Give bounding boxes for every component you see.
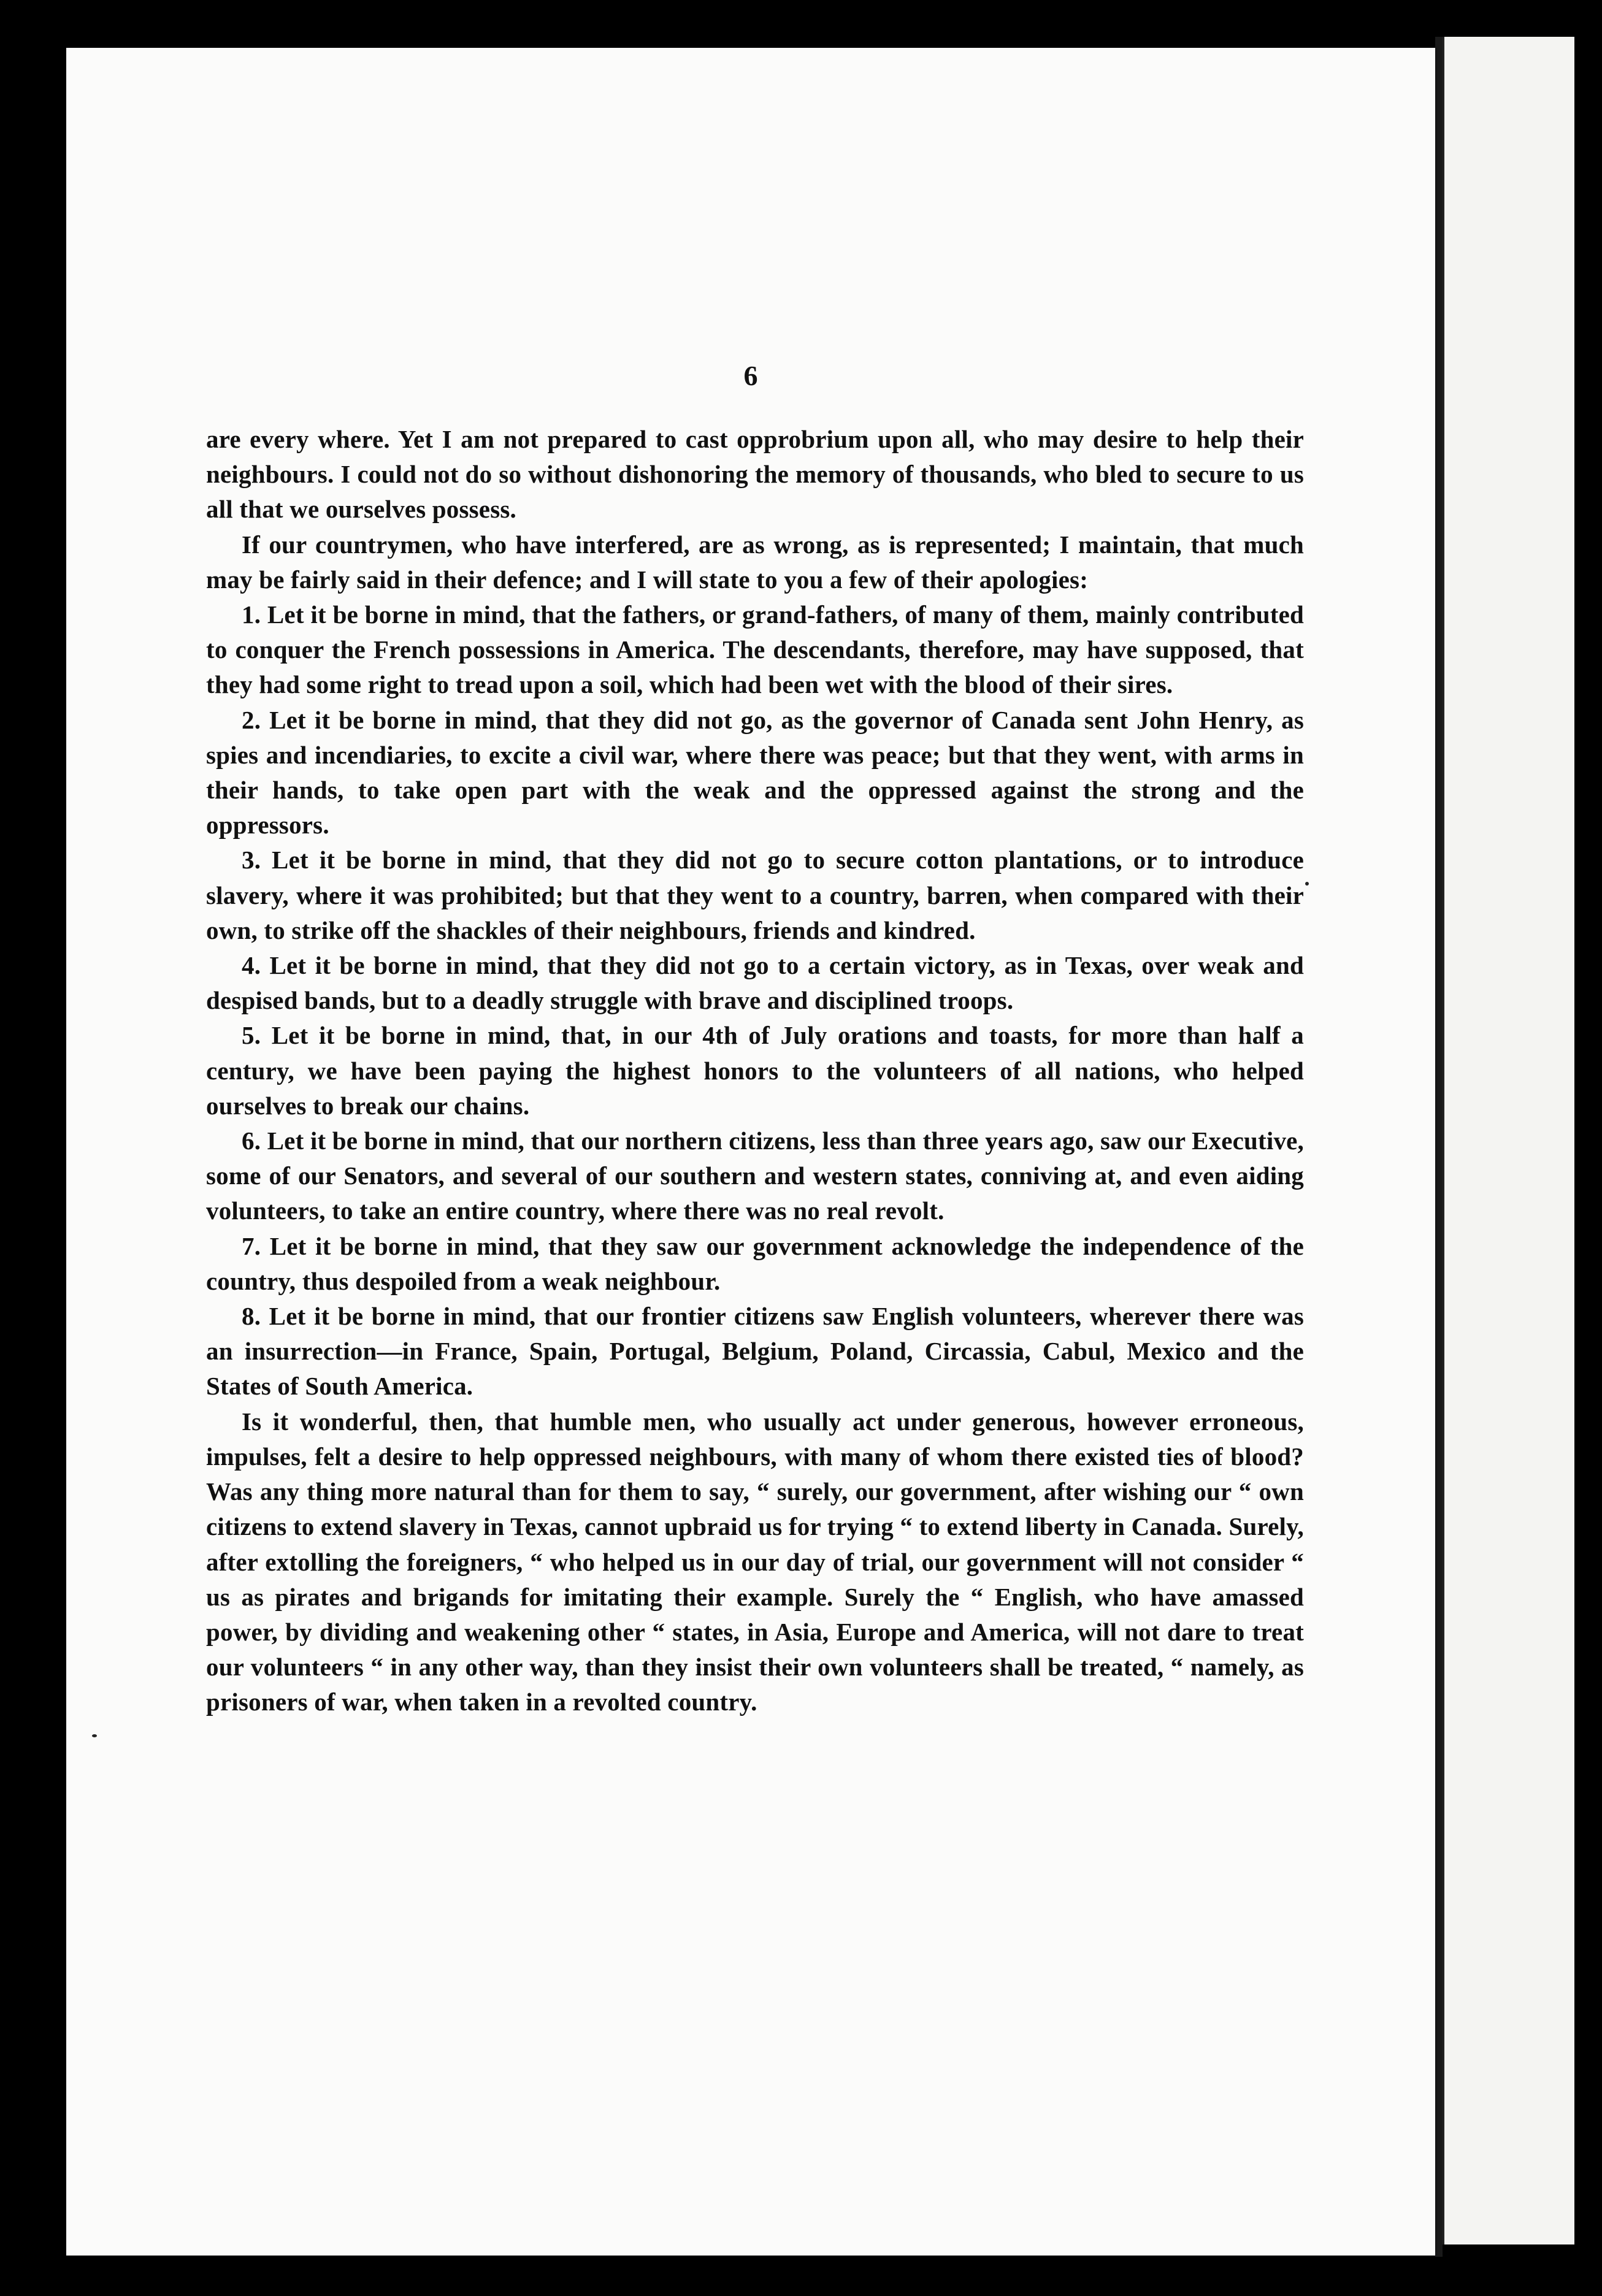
apology-item-3 [206, 843, 1304, 948]
apology-item-6 [206, 1123, 1304, 1229]
apology-item-1 [206, 597, 1304, 703]
apology-number: 8. [242, 1302, 261, 1331]
apology-text: Let it be borne in mind, that they saw our government acknowledge the independence of the country, thus despoiled from a weak neighbour. [206, 1231, 1304, 1295]
apology-number: 5. [242, 1021, 261, 1050]
body-text [206, 422, 1304, 1720]
apology-text: Let it be borne in mind, that, in our 4th of July orations and toasts, for more than half a century, we have been paying the highest honors to the volunteers of all nations, who helped ourselves to break our chains. [206, 1021, 1305, 1120]
paragraph-intro: If our countrymen, who have interfered, are as wrong, as is represented; I maintain, that much may be fairly said in their defence; and I will state to you a few of their apologies: [206, 530, 1304, 594]
apology-number: 2. [242, 705, 261, 734]
apology-text: Let it be borne in mind, that they did not go, as the governor of Canada sent John Henry, as spies and incendiaries, to excite a civil war, where there was peace; but that they went, with arms in their hands, to take open part with the weak and the oppressed against the strong and the oppressors. [206, 705, 1304, 840]
apology-number: 4. [242, 951, 261, 980]
apology-item-7 [206, 1229, 1304, 1299]
apology-number: 7. [242, 1231, 261, 1260]
facing-page-edge [1443, 37, 1574, 2244]
apology-item-2 [206, 703, 1304, 843]
apology-item-8 [206, 1299, 1304, 1404]
page-number: 6 [743, 360, 758, 391]
scan-speck [1305, 882, 1309, 886]
apology-item-4 [206, 948, 1304, 1018]
book-gutter [1435, 37, 1443, 2257]
paragraph-closing: Is it wonderful, then, that humble men, who usually act under generous, however erroneous, impulses, felt a desire to help oppressed neighbours, with many of whom there existed ties of blood? Was any thing more natural than for them to say, “ surely, our government, after wishing our “ own citizens to extend slavery in Texas, cannot upbraid us for trying “ to extend liberty in Canada. Surely, after extolling the foreigners, “ who helped us in our day of trial, our government will not consider “ us as pirates and brigands for imitating their example. Surely the “ English, who have amassed power, by dividing and weakening other “ states, in Asia, Europe and America, will not dare to treat our volunteers “ in any other way, than they insist their own volunteers shall be treated, “ namely, as prisoners of war, when taken in a revolted country. [206, 1407, 1304, 1716]
apology-text: Let it be borne in mind, that they did not go to a certain victory, as in Texas, over weak and despised bands, but to a deadly struggle with brave and disciplined troops. [206, 951, 1304, 1015]
document-page [66, 48, 1435, 2256]
apology-item-5 [206, 1018, 1304, 1123]
apology-text: Let it be borne in mind, that our frontier citizens saw English volunteers, wherever there was an insurrection—in France, Spain, Portugal, Belgium, Poland, Circassia, Cabul, Mexico and the States of South America. [206, 1302, 1304, 1401]
scan-speck [92, 1734, 97, 1737]
apology-number: 3. [242, 846, 261, 874]
apology-text: Let it be borne in mind, that the fathers, or grand-fathers, of many of them, mainly contributed to conquer the French possessions in America. The descendants, therefore, may have supposed, that they had some right to tread upon a soil, which had been wet with the blood of their sires. [206, 600, 1305, 699]
paragraph-continuation: are every where. Yet I am not prepared to cast opprobrium upon all, who may desire to help their neighbours. I could not do so without dishonoring the memory of thousands, who bled to secure to us all that we ourselves possess. [206, 425, 1304, 524]
apology-number: 1. [242, 600, 261, 629]
apology-text: Let it be borne in mind, that they did not go to secure cotton plantations, or to introduce slavery, where it was prohibited; but that they went to a country, barren, when compared with their own, to strike off the shackles of their neighbours, friends and kindred. [206, 846, 1304, 944]
apology-text: Let it be borne in mind, that our northern citizens, less than three years ago, saw our Executive, some of our Senators, and several of our southern and western states, conniving at, and even aiding volunteers, to take an entire country, where there was no real revolt. [206, 1127, 1304, 1225]
apology-number: 6. [242, 1127, 261, 1155]
